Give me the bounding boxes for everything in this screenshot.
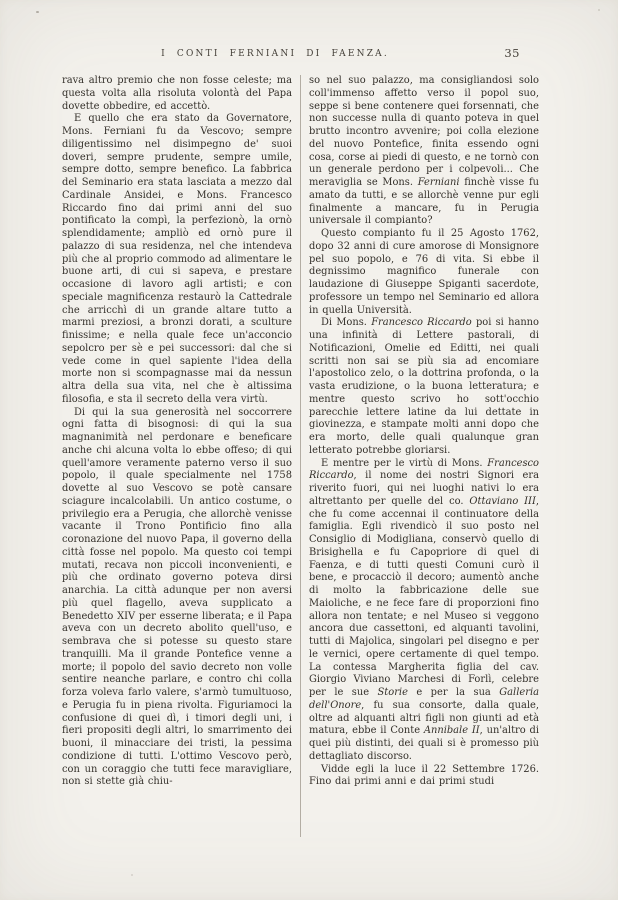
paragraph: Di Mons. Francesco Riccardo poi si hanno una infinità di Lettere pastorali, di Notificazioni, Omelie ed Editti, nei quali scritti non sai se più sia ad encomiare l'apostolico zelo, o la dottrina profonda, o la vasta erudizione, o la buona letteratura; e mentre questo scrivo ho sott'occhio parecchie lettere latine da lui dettate in giovinezza, e stampate molti anni dopo che era morto, delle quali qualunque gran letterato potrebbe gloriarsi.	[309, 317, 539, 456]
paragraph: so nel suo palazzo, ma consigliandosi solo coll'immenso affetto verso il popol suo, seppe si bene contenere quei forsennati, che non successe nulla di quanto poteva in quel brutto incontro avvenire; poi colla elezione del nuovo Pontefice, finita essendo ogni cosa, corse ai piedi di questo, e ne tornò con un generale perdono per i colpevoli... Che meraviglia se Mons. Ferniani finchè visse fu amato da tutti, e se allorchè venne pur egli finalmente a mancare, fu in Perugia universale il compianto?	[309, 75, 539, 227]
running-title: I CONTI FERNIANI DI FAENZA.	[161, 49, 389, 59]
paragraph: E quello che era stato da Governatore, Mons. Ferniani fu da Vescovo; sempre diligentissimo nel disimpegno de' suoi doveri, sempre prudente, sempre umile, sempre dotto, sempre benefico. La fabbrica del Seminario era stata lasciata a mezzo dal Cardinale Ansidei, e Mons. Francesco Riccardo fino dai primi anni del suo pontificato la compì, la perfezionò, la ornò splendidamente; ampliò ed ornò pure il palazzo di sua residenza, nel che intendeva più che al proprio commodo ad alimentare le buone arti, di cui si sapeva, e prestare occasione di lavoro agli artisti; e con speciale magnificenza restaurò la Cattedrale che arricchì di un grande altare tutto a marmi preziosi, a bronzi dorati, a sculture finissime; e nella quale fece un'acconcio sepolcro per sè e pei successori: dal che si vede come in quel sapiente l'idea della morte non si scompagnasse mai da nessun altra della sua vita, nel che è altissima filosofia, e sta il secreto della vera virtù.	[62, 113, 292, 405]
paragraph: Questo compianto fu il 25 Agosto 1762, dopo 32 anni di cure amorose di Monsignore pel suo popolo, e 76 di vita. Si ebbe il degnissimo magnifico funerale con laudazione di Giuseppe Spiganti sacerdote, professore un tempo nel Seminario ed allora in quella Università.	[309, 228, 539, 316]
scan-speck	[131, 874, 133, 876]
column-rule	[300, 75, 301, 837]
paragraph: rava altro premio che non fosse celeste; ma questa volta alla risoluta volontà del Papa dovette obbedire, ed accettò.	[62, 75, 292, 112]
paragraph: E mentre per le virtù di Mons. Francesco Riccardo, il nome dei nostri Signori era riverito fuori, qui nei luoghi nativi lo era altrettanto per quelle del co. Ottaviano III, che fu come accennai il continuatore della famiglia. Egli rivendicò il suo posto nel Consiglio di Modigliana, conservò quello di Brisighella e fu Capopriore di quel di Faenza, e di tutti questi Comuni curò il bene, e procacciò il decoro; aumentò anche di molto la fabbricazione delle sue Maioliche, e ne fece fare di proporzioni fino allora non tentate; e nel Museo si veggono ancora due cassettoni, ed alquanti tavolini, tutti di Majolica, singolari pel disegno e per le vernici, opere certamente di quel tempo. La contessa Margherita figlia del cav. Giorgio Viviano Marchesi di Forlì, celebre per le sue Storie e per la sua Galleria dell'Onore, fu sua consorte, dalla quale, oltre ad alquanti altri figli non giunti ad età matura, ebbe il Conte Annibale II, un'altro di quei più distinti, dei quali si è promesso più dettagliato discorso.	[309, 457, 539, 762]
page-header	[62, 46, 540, 64]
page-number: 35	[504, 46, 520, 60]
two-column-text	[62, 75, 540, 837]
text-column	[309, 75, 539, 837]
text-block	[62, 46, 540, 837]
paragraph: Di qui la sua generosità nel soccorrere ogni fatta di bisognosi: di qui la sua magnanimità nel perdonare e beneficare anche chi alcuna volta lo ebbe offeso; di qui quell'amore veramente paterno verso il suo popolo, il quale specialmente nel 1758 dovette al suo Vescovo se potè cansare sciagure incalcolabili. Un antico costume, o privilegio era a Perugia, che allorchè venisse vacante il Trono Pontificio fino alla coronazione del nuovo Papa, il governo della città fosse nel popolo. Ma questo coi tempi mutati, recava non piccoli inconvenienti, e più che ordinato governo poteva dirsi anarchia. La città adunque per non aversi più quel flagello, aveva supplicato a Benedetto XIV per esserne liberata; e il Papa aveva con un decreto abolito quell'uso, e sembrava che si potesse su questo stare tranquilli. Ma il grande Pontefice venne a morte; il popolo del savio decreto non volle sentire neanche parlare, e contro chi colla forza voleva farlo valere, s'armò tumultuoso, e Perugia fu in piena rivolta. Figuriamoci la confusione di quei dì, i timori degli uni, i fieri propositi degli altri, lo smarrimento dei buoni, il minacciare dei tristi, la pessima condizione di tutti. L'ottimo Vescovo però, con un coraggio che tutti fece maravigliare, non si stette già chiu-	[62, 406, 292, 788]
paragraph: Vidde egli la luce il 22 Settembre 1726. Fino dai primi anni e dai primi studi	[309, 763, 539, 788]
scan-speck	[598, 9, 600, 11]
scan-speck	[36, 11, 39, 13]
text-column	[62, 75, 292, 837]
